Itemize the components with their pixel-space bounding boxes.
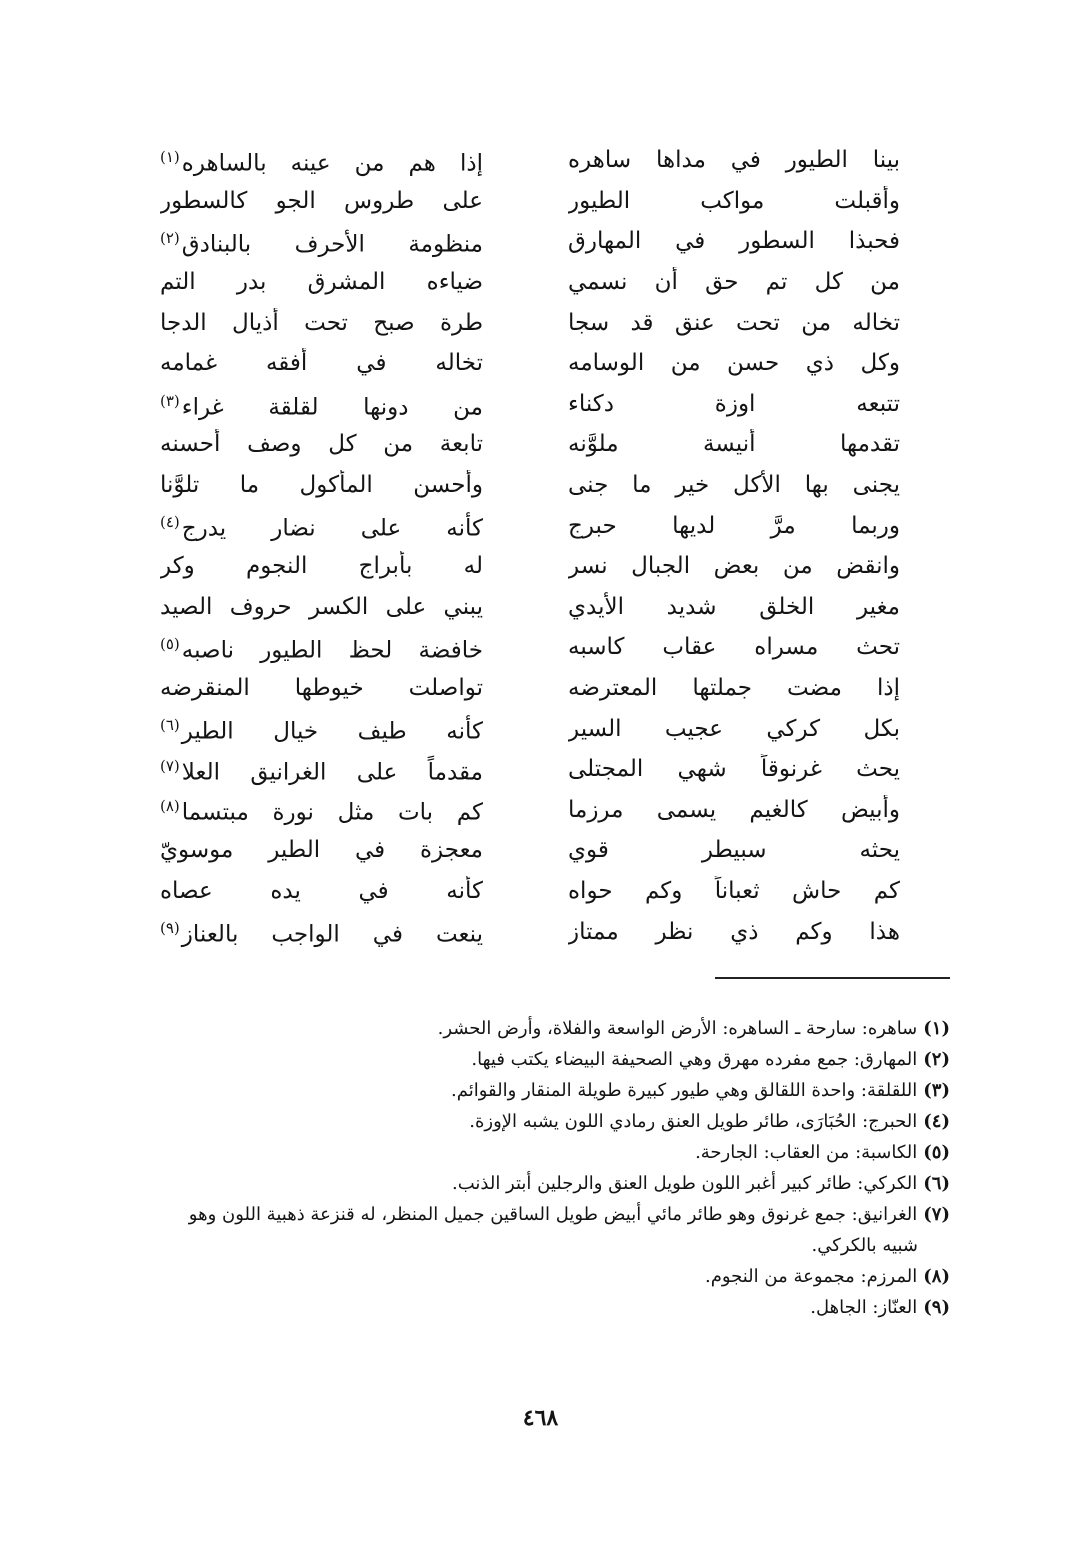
page-number: ٤٦٨ [522, 1405, 559, 1431]
verse-first-hemistich: يحثه سبيطر قوي [568, 837, 900, 864]
verse-first-hemistich: وانقض من بعض الجبال نسر [568, 553, 900, 580]
footnote-item [110, 1199, 950, 1230]
verse-first-hemistich: وأقبلت مواكب الطيور [568, 187, 900, 214]
footnote-number: (٦) [923, 1173, 950, 1194]
verse-second-hemistich [160, 429, 483, 459]
footnote-number: (٤) [923, 1111, 950, 1132]
verse-first-hemistich: بينا الطيور في مداها ساهره [568, 147, 900, 174]
verse-second-hemistich-text: من دونها لقلقة غراء [181, 394, 483, 421]
footnote-number: (٧) [923, 1204, 950, 1225]
verse-line [160, 140, 900, 181]
footnote-marker: (٢) [160, 229, 180, 248]
verse-first-hemistich: وربما مرَّ لديها حبرج [568, 512, 900, 539]
verse-first-hemistich: يحث غرنوقاً شهي المجتلى [568, 756, 900, 783]
verse-second-hemistich-text: خافضة لحظ الطيور ناصبه [181, 637, 483, 664]
verse-second-hemistich-text: يبني على الكسر حروف الصيد [160, 593, 483, 620]
verse-line [160, 302, 900, 343]
verse-first-hemistich: مغير الخلق شديد الأيدي [568, 593, 900, 620]
footnote-number: (٢) [923, 1049, 950, 1070]
verse-line [160, 181, 900, 222]
verse-first-hemistich: كم حاش ثعباناً وكم حواه [568, 877, 900, 904]
verse-second-hemistich [160, 913, 483, 950]
footnote-number: (٩) [923, 1297, 950, 1318]
verse-line [160, 343, 900, 384]
verse-second-hemistich [160, 308, 483, 338]
verse-second-hemistich-text: على طروس الجو كالسطور [160, 187, 483, 214]
verse-first-hemistich: تخاله من تحت عنق قد سجا [568, 309, 900, 336]
verse-second-hemistich-text: إذا هم من عينه بالساهره [181, 150, 483, 177]
verse-second-hemistich-text: مقدماً على الغرانيق العلا [181, 759, 483, 786]
footnote-marker: (٩) [160, 919, 180, 938]
verse-second-hemistich-text: وأحسن المأكول ما تلوَّنا [160, 472, 483, 499]
verse-line [160, 668, 900, 709]
verse-second-hemistich [160, 876, 483, 906]
verse-second-hemistich [160, 223, 483, 260]
verse-first-hemistich: تحث مسراه عقاب كاسبه [568, 634, 900, 661]
verse-second-hemistich-text: ضياءه المشرق بدر التم [160, 269, 483, 296]
verse-first-hemistich: بكل كركي عجيب السير [568, 715, 900, 742]
verse-line [160, 627, 900, 668]
verse-first-hemistich: إذا مضت جملتها المعترضه [568, 675, 900, 702]
footnote-text: العنّاز: الجاهل. [810, 1297, 918, 1318]
verse-second-hemistich-text: منظومة الأحرف بالبنادق [181, 231, 483, 258]
footnote-item [110, 1292, 950, 1323]
verse-line [160, 505, 900, 546]
verse-line [160, 708, 900, 749]
footnote-marker: (١) [160, 147, 180, 166]
verse-second-hemistich [160, 267, 483, 297]
verse-second-hemistich [160, 751, 483, 788]
verse-line [160, 546, 900, 587]
footnote-continuation: شبيه بالكركي. [811, 1235, 918, 1256]
footnote-item [110, 1044, 950, 1075]
verse-second-hemistich-text: تخاله في أفقه غمامه [160, 350, 483, 377]
footnote-item [110, 1261, 950, 1292]
verse-second-hemistich [160, 835, 483, 865]
verse-line [160, 830, 900, 871]
footnote-marker: (٨) [160, 797, 180, 816]
footnote-item [110, 1106, 950, 1137]
verse-second-hemistich [160, 629, 483, 666]
verse-line [160, 790, 900, 831]
verse-first-hemistich: تقدمها أنيسة ملوَّنه [568, 431, 900, 458]
verse-first-hemistich: فحبذا السطور في المهارق [568, 228, 900, 255]
verse-second-hemistich-text: معجزة في الطير موسويّ [160, 837, 483, 864]
verse-second-hemistich [160, 673, 483, 703]
verse-second-hemistich [160, 142, 483, 179]
footnote-number: (٣) [923, 1080, 950, 1101]
verse-line [160, 911, 900, 952]
verse-second-hemistich-text: له بأبراج النجوم وكر [160, 553, 483, 580]
verse-second-hemistich-text: تابعة من كل وصف أحسنه [160, 431, 483, 458]
verse-first-hemistich: وكل ذي حسن من الوسامه [568, 350, 900, 377]
verse-second-hemistich-text: كم بات مثل نورة مبتسما [181, 800, 483, 827]
footnote-text: اللقلقة: واحدة اللقالق وهي طيور كبيرة طويلة المنقار والقوائم. [451, 1080, 918, 1101]
verse-second-hemistich-text: كأنه طيف خيال الطير [181, 718, 483, 745]
verse-second-hemistich [160, 592, 483, 622]
footnote-marker: (٣) [160, 391, 180, 410]
verse-second-hemistich-text: طرة صبح تحت أذيال الدجا [160, 309, 483, 336]
footnote-item [110, 1013, 950, 1044]
footnote-item [110, 1137, 950, 1168]
verse-line [160, 262, 900, 303]
verse-second-hemistich [160, 470, 483, 500]
verse-first-hemistich: هذا وكم ذي نظر ممتاز [568, 918, 900, 945]
footnote-marker: (٤) [160, 513, 180, 532]
verse-second-hemistich [160, 710, 483, 747]
footnote-text: الكركي: طائر كبير أغبر اللون طويل العنق والرجلين أبتر الذنب. [451, 1173, 918, 1194]
footnote-separator [715, 977, 950, 979]
footnote-text: الحبرج: الحُبَارَى، طائر طويل العنق رمادي اللون يشبه الإوزة. [469, 1111, 918, 1132]
footnote-marker: (٦) [160, 716, 180, 735]
verse-second-hemistich-text: كأنه على نضار يدرج [181, 515, 483, 542]
footnote-text: الغرانيق: جمع غرنوق وهو طائر مائي أبيض طويل الساقين جميل المنظر، له قنزعة ذهبية اللون وهو [188, 1204, 918, 1225]
verse-line [160, 465, 900, 506]
verse-line [160, 384, 900, 425]
poem-verses [160, 140, 900, 952]
footnote-item [110, 1075, 950, 1106]
verse-line [160, 424, 900, 465]
verse-second-hemistich [160, 386, 483, 423]
footnote-number: (٥) [923, 1142, 950, 1163]
footnote-number: (١) [923, 1018, 950, 1039]
footnote-item [110, 1168, 950, 1199]
footnote-text: المرزم: مجموعة من النجوم. [704, 1266, 918, 1287]
verse-second-hemistich [160, 348, 483, 378]
verse-line [160, 871, 900, 912]
footnote-text: المهارق: جمع مفرده مهرق وهي الصحيفة البيضاء يكتب فيها. [471, 1049, 918, 1070]
footnotes [110, 1013, 950, 1323]
footnote-marker: (٧) [160, 756, 180, 775]
verse-line [160, 749, 900, 790]
verse-second-hemistich [160, 551, 483, 581]
verse-first-hemistich: من كل تم حق أن نسمي [568, 269, 900, 296]
verse-second-hemistich-text: ينعت في الواجب بالعناز [181, 921, 483, 948]
verse-second-hemistich [160, 791, 483, 828]
verse-first-hemistich: وأبيض كالغيم يسمى مرزما [568, 796, 900, 823]
verse-line [160, 587, 900, 628]
footnote-text: ساهره: سارحة ـ الساهره: الأرض الواسعة والفلاة، وأرض الحشر. [437, 1018, 918, 1039]
footnote-text: الكاسبة: من العقاب: الجارحة. [695, 1142, 918, 1163]
footnote-marker: (٥) [160, 635, 180, 654]
verse-second-hemistich-text: كأنه في يده عصاه [160, 877, 483, 904]
verse-second-hemistich [160, 507, 483, 544]
verse-line [160, 221, 900, 262]
footnote-number: (٨) [923, 1266, 950, 1287]
verse-first-hemistich: تتبعه اوزة دكناء [568, 390, 900, 417]
verse-second-hemistich-text: تواصلت خيوطها المنقرضه [160, 675, 483, 702]
verse-second-hemistich [160, 186, 483, 216]
verse-first-hemistich: يجنى بها الأكل خير ما جنى [568, 472, 900, 499]
